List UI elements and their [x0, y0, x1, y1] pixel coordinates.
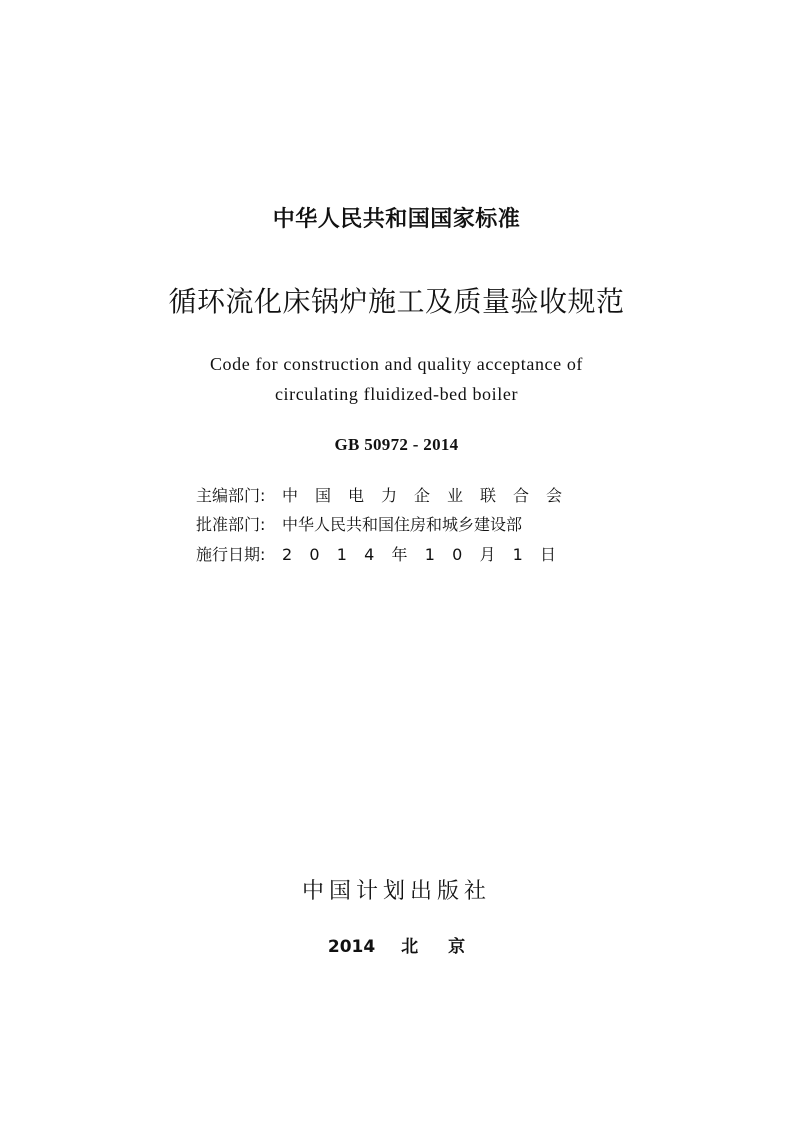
effective-date-row — [196, 541, 596, 569]
document-title-english-line-1: Code for construction and quality acceptance of — [209, 354, 584, 374]
approver-label: 批准部门: — [196, 515, 266, 534]
approver-row — [196, 511, 596, 539]
document-title-chinese: 循环流化床锅炉施工及质量验收规范 — [168, 285, 625, 318]
publication-year: 2014 — [327, 937, 376, 957]
effective-date-value: 2014年10月1日 — [282, 545, 574, 564]
chief-editor-label: 主编部门: — [196, 486, 266, 505]
publication-place — [0, 934, 793, 960]
effective-date-label: 施行日期: — [196, 545, 266, 564]
approver-value: 中华人民共和国住房和城乡建设部 — [282, 515, 523, 534]
chief-editor-row — [196, 482, 596, 510]
standard-code: GB 50972 - 2014 — [334, 435, 459, 454]
standard-level-heading: 中华人民共和国国家标准 — [272, 207, 521, 232]
document-title-english-line-2: circulating fluidized-bed boiler — [274, 384, 519, 404]
publisher-name: 中国计划出版社 — [301, 879, 491, 904]
chief-editor-value: 中国电力企业联合会 — [282, 486, 580, 505]
publication-city: 北京 — [401, 937, 496, 957]
